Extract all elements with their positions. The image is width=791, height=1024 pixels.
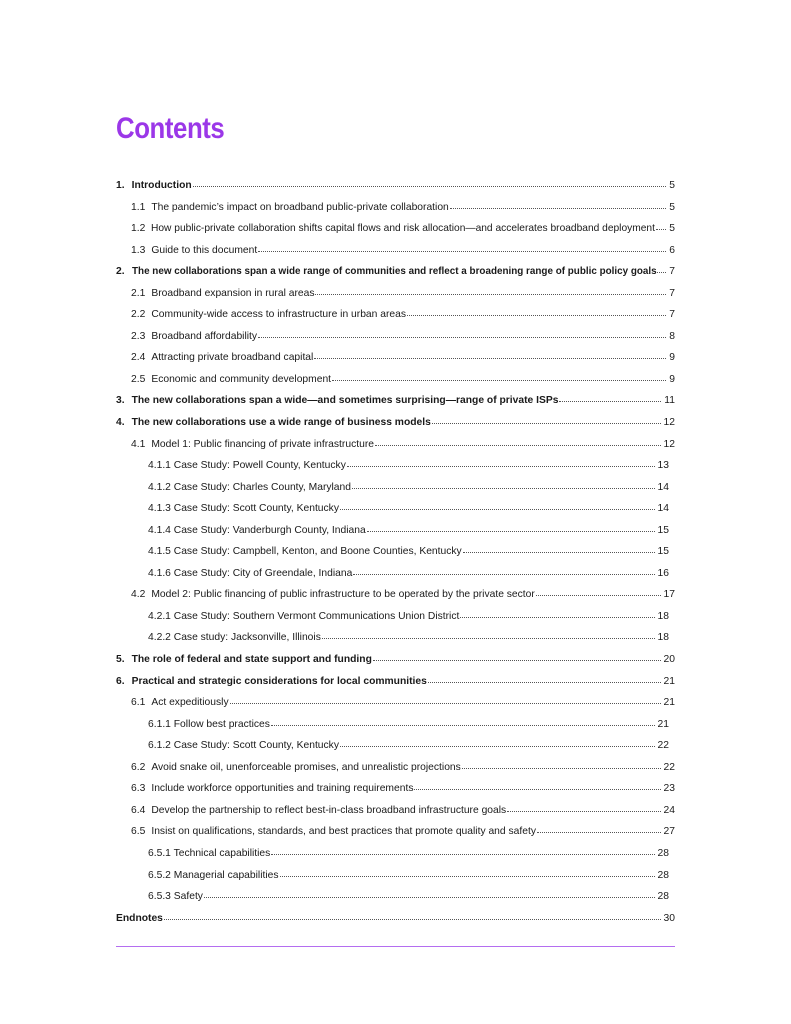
toc-entry-number: 4. [116, 417, 125, 429]
dot-leader [347, 465, 655, 467]
toc-entry-title: The new collaborations span a wide—and sometimes surprising—range of private ISPs [131, 395, 559, 407]
dot-leader [164, 918, 661, 920]
dot-leader [428, 681, 661, 683]
toc-entry-page-number: 18 [657, 610, 669, 622]
toc-entry-title: 4.1.2 Case Study: Charles County, Maryland [148, 481, 351, 493]
toc-entry-title: 6.1.1 Follow best practices [148, 718, 270, 730]
toc-entry-title: Introduction [131, 180, 192, 191]
toc-entry-title: 4.2.2 Case study: Jacksonville, Illinois [148, 632, 321, 644]
toc-entry[interactable] [116, 309, 675, 331]
toc-entry[interactable] [116, 417, 675, 439]
toc-entry-number: 4.2 [131, 589, 146, 601]
dot-leader [462, 767, 661, 769]
dot-leader [414, 788, 660, 790]
toc-entry-title: 4.1.3 Case Study: Scott County, Kentucky [148, 503, 339, 515]
toc-entry-title: Avoid snake oil, unenforceable promises, and unrealistic projections [151, 761, 461, 773]
toc-entry-page-number: 21 [663, 697, 675, 709]
toc-entry-title: 4.1.4 Case Study: Vanderburgh County, Indiana [148, 524, 366, 536]
toc-entry[interactable] [116, 245, 675, 267]
toc-entry[interactable] [116, 826, 675, 848]
dot-leader [280, 875, 655, 877]
toc-entry[interactable] [116, 202, 675, 224]
toc-entry[interactable] [116, 180, 675, 202]
dot-leader [340, 745, 655, 747]
dot-leader [367, 530, 655, 532]
toc-entry[interactable] [116, 611, 669, 633]
toc-entry[interactable] [116, 395, 675, 417]
toc-entry-number: 2.2 [131, 309, 146, 321]
dot-leader [537, 831, 661, 833]
toc-entry-title: Guide to this document [151, 244, 258, 256]
toc-entry-page-number: 21 [657, 718, 669, 730]
toc-entry-page-number: 5 [669, 223, 675, 235]
toc-entry-page-number: 28 [657, 891, 669, 903]
toc-entry-page-number: 15 [657, 524, 669, 536]
toc-entry[interactable] [116, 805, 675, 827]
toc-entry[interactable] [116, 589, 675, 611]
toc-entry[interactable] [116, 460, 669, 482]
dot-leader [315, 293, 666, 295]
toc-entry-title: The pandemic’s impact on broadband public-private collaboration [151, 201, 449, 213]
toc-entry-title: 4.1.6 Case Study: City of Greendale, Indiana [148, 567, 353, 579]
toc-entry-number: 1.1 [131, 201, 146, 213]
toc-entry[interactable] [116, 783, 675, 805]
toc-entry-number: 6. [116, 675, 125, 687]
toc-entry-number: 6.5 [131, 826, 146, 838]
toc-entry-title: The role of federal and state support and funding [131, 654, 372, 666]
toc-entry[interactable] [116, 870, 669, 892]
toc-entry-title: How public-private collaboration shifts capital flows and risk allocation—and accelerates broadband deployment [151, 223, 656, 235]
toc-entry-number: 6.1 [131, 697, 146, 709]
table-of-contents [116, 180, 675, 934]
dot-leader [204, 896, 655, 898]
toc-entry[interactable] [116, 697, 675, 719]
toc-entry-page-number: 8 [669, 330, 675, 342]
toc-entry-page-number: 11 [664, 395, 675, 407]
toc-entry-page-number: 9 [669, 373, 675, 385]
toc-entry-title: The new collaborations use a wide range of business models [131, 417, 431, 429]
toc-entry-number: 1. [116, 180, 125, 191]
dot-leader [463, 551, 655, 553]
toc-entry[interactable] [116, 503, 669, 525]
toc-entry-number: 3. [116, 395, 125, 407]
toc-entry-title: 6.1.2 Case Study: Scott County, Kentucky [148, 740, 339, 752]
toc-entry-page-number: 5 [669, 180, 675, 191]
toc-entry-page-number: 9 [669, 352, 675, 364]
dot-leader [407, 314, 666, 316]
dot-leader [559, 400, 661, 402]
footer-divider [116, 946, 675, 947]
toc-entry-page-number: 27 [663, 826, 675, 838]
toc-entry-page-number: 12 [663, 417, 675, 429]
toc-entry-page-number: 17 [663, 589, 675, 601]
dot-leader [258, 250, 666, 252]
toc-entry-title: Economic and community development [151, 373, 332, 385]
dot-leader [656, 228, 666, 230]
toc-entry[interactable] [116, 568, 669, 590]
dot-leader [460, 616, 654, 618]
dot-leader [230, 702, 661, 704]
toc-entry[interactable] [116, 266, 675, 288]
toc-entry[interactable] [116, 848, 669, 870]
toc-entry-page-number: 28 [657, 869, 669, 881]
toc-entry-page-number: 20 [663, 654, 675, 666]
toc-entry[interactable] [116, 546, 669, 568]
toc-entry-page-number: 5 [669, 201, 675, 213]
toc-entry-page-number: 18 [657, 632, 669, 644]
toc-entry-title: Act expeditiously [151, 697, 229, 709]
toc-entry-page-number: 13 [657, 460, 669, 472]
toc-entry-number: 6.2 [131, 761, 146, 773]
toc-entry-title: Attracting private broadband capital [151, 352, 314, 364]
dot-leader [375, 444, 661, 446]
toc-entry[interactable] [116, 352, 675, 374]
dot-leader [353, 573, 654, 575]
toc-entry[interactable] [116, 632, 669, 654]
toc-entry[interactable] [116, 913, 675, 935]
toc-entry-page-number: 21 [663, 675, 675, 687]
toc-entry-title: Model 2: Public financing of public infrastructure to be operated by the private sector [151, 589, 535, 601]
toc-entry[interactable] [116, 762, 675, 784]
toc-entry-page-number: 7 [669, 287, 675, 299]
toc-entry-page-number: 30 [663, 912, 675, 924]
toc-entry-page-number: 12 [663, 438, 675, 450]
toc-entry-title: Practical and strategic considerations for local communities [131, 675, 427, 687]
toc-entry-title: Model 1: Public financing of private infrastructure [151, 438, 374, 450]
toc-entry-number: 1.3 [131, 244, 146, 256]
toc-entry-page-number: 14 [657, 503, 669, 515]
dot-leader [507, 810, 660, 812]
page-title: Contents [116, 112, 225, 145]
toc-entry-title: Community-wide access to infrastructure in urban areas [151, 309, 406, 321]
toc-entry-number: 4.1 [131, 438, 146, 450]
dot-leader [322, 637, 655, 639]
dot-leader [373, 659, 661, 661]
toc-entry-page-number: 14 [657, 481, 669, 493]
toc-entry-title: 6.5.2 Managerial capabilities [148, 869, 279, 881]
toc-entry-title: 4.1.5 Case Study: Campbell, Kenton, and Boone Counties, Kentucky [148, 546, 462, 558]
dot-leader [340, 508, 655, 510]
toc-entry-page-number: 22 [663, 761, 675, 773]
toc-entry[interactable] [116, 374, 675, 396]
toc-entry-title: 6.5.3 Safety [148, 891, 203, 903]
dot-leader [332, 379, 666, 381]
dot-leader [536, 594, 661, 596]
toc-entry-title: Develop the partnership to reflect best-in-class broadband infrastructure goals [151, 804, 507, 816]
toc-entry-title: Endnotes [116, 912, 163, 924]
toc-entry-page-number: 15 [657, 546, 669, 558]
toc-entry-title: Include workforce opportunities and training requirements [151, 783, 414, 795]
toc-entry-number: 2.5 [131, 373, 146, 385]
toc-entry[interactable] [116, 676, 675, 698]
toc-entry-number: 6.3 [131, 783, 146, 795]
toc-entry-page-number: 7 [669, 309, 675, 321]
toc-entry-title: Broadband affordability [151, 330, 258, 342]
dot-leader [450, 207, 666, 209]
toc-entry-page-number: 7 [669, 266, 675, 278]
dot-leader [352, 487, 655, 489]
dot-leader [657, 271, 666, 273]
toc-entry[interactable] [116, 482, 669, 504]
toc-entry-number: 2.3 [131, 330, 146, 342]
toc-entry-title: Broadband expansion in rural areas [151, 287, 315, 299]
toc-entry-number: 6.4 [131, 804, 146, 816]
toc-entry-number: 2. [116, 266, 125, 278]
toc-entry-page-number: 28 [657, 847, 669, 859]
toc-entry-title: Insist on qualifications, standards, and best practices that promote quality and safety [151, 826, 536, 838]
toc-entry-page-number: 23 [663, 783, 675, 795]
toc-entry[interactable] [116, 439, 675, 461]
dot-leader [271, 724, 655, 726]
toc-entry-page-number: 22 [657, 740, 669, 752]
toc-entry-number: 5. [116, 654, 125, 666]
dot-leader [258, 336, 666, 338]
toc-entry[interactable] [116, 288, 675, 310]
dot-leader [271, 853, 654, 855]
dot-leader [314, 357, 666, 359]
toc-entry-number: 2.4 [131, 352, 146, 364]
toc-entry-number: 2.1 [131, 287, 146, 299]
toc-entry[interactable] [116, 740, 669, 762]
toc-entry[interactable] [116, 654, 675, 676]
toc-entry-page-number: 24 [663, 804, 675, 816]
toc-entry-page-number: 6 [669, 244, 675, 256]
toc-entry-title: 6.5.1 Technical capabilities [148, 847, 271, 859]
toc-entry[interactable] [116, 719, 669, 741]
toc-entry-number: 1.2 [131, 223, 146, 235]
toc-entry[interactable] [116, 331, 675, 353]
toc-entry[interactable] [116, 891, 669, 913]
toc-entry-title: 4.1.1 Case Study: Powell County, Kentucky [148, 460, 346, 472]
dot-leader [432, 422, 661, 424]
dot-leader [193, 185, 667, 187]
toc-entry[interactable] [116, 525, 669, 547]
toc-entry-page-number: 16 [657, 567, 669, 579]
toc-entry-title: The new collaborations span a wide range of communities and reflect a broadening range of public policy goals [131, 266, 657, 278]
toc-entry-title: 4.2.1 Case Study: Southern Vermont Communications Union District [148, 610, 460, 622]
toc-entry[interactable] [116, 223, 675, 245]
